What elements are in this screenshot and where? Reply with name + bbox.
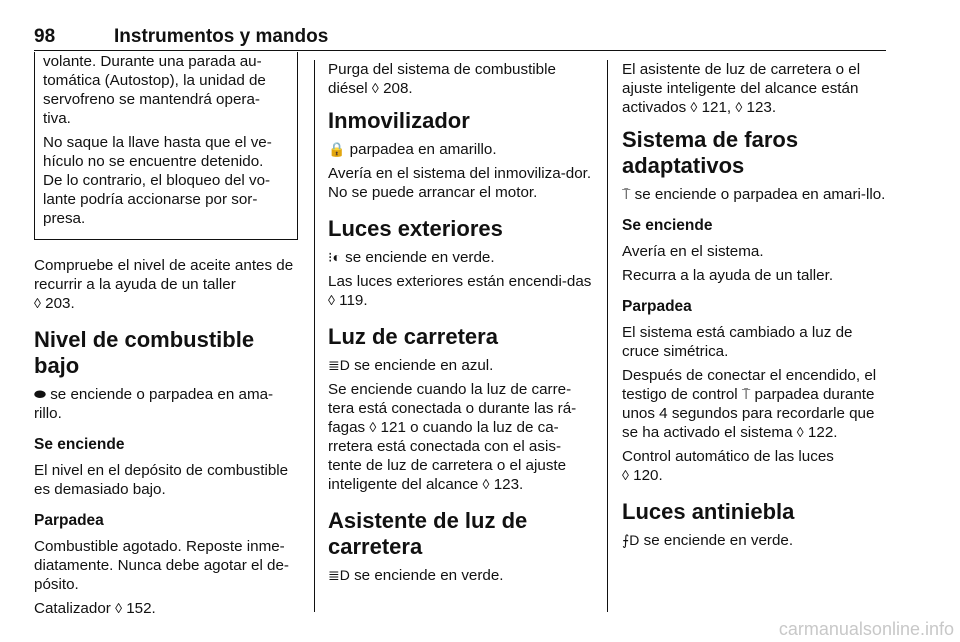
afl-on-paragraph-2: Recurra a la ayuda de un taller. bbox=[622, 267, 834, 284]
subheading-lights-on: Se enciende bbox=[622, 217, 713, 234]
page-title: Instrumentos y mandos bbox=[114, 26, 329, 47]
heading-immobilizer: Inmovilizador bbox=[328, 108, 470, 133]
page-ref-icon: ◊ bbox=[735, 99, 743, 115]
warning-note-box bbox=[34, 52, 298, 240]
catalyst-paragraph: Catalizador ◊ 152. bbox=[34, 600, 156, 617]
high-beam-assist-intro: ≣D se enciende en verde. bbox=[328, 567, 504, 584]
page-ref-icon: ◊ bbox=[371, 80, 379, 96]
column-1 bbox=[34, 53, 298, 623]
page-ref[interactable]: 121, bbox=[701, 99, 732, 116]
exterior-lights-icon: ⁝◐ bbox=[328, 249, 341, 265]
page-ref[interactable]: 122. bbox=[807, 424, 838, 441]
adaptive-light-icon: ⍑ bbox=[741, 386, 751, 402]
page-ref-icon: ◊ bbox=[115, 600, 122, 616]
auto-light-paragraph: Control automático de las luces ◊ 120. bbox=[622, 448, 834, 484]
exterior-lights-paragraph: Las luces exteriores están encendi-das ◊ 119. bbox=[328, 273, 592, 309]
heading-high-beam-assist: Asistente de luz de carretera bbox=[328, 508, 528, 559]
heading-exterior-lights: Luces exteriores bbox=[328, 216, 503, 241]
adaptive-light-icon: ⍑ bbox=[622, 186, 631, 202]
fuel-on-paragraph: El nivel en el depósito de combustible es demasiado bajo. bbox=[34, 462, 289, 498]
fog-light-icon: ⨍D bbox=[622, 532, 640, 548]
note-paragraph-1: volante. Durante una parada au-tomática (Autostop), la unidad de servofreno se mantendrá opera-tiva. bbox=[43, 53, 266, 127]
page-ref-icon: ◊ bbox=[690, 99, 698, 115]
watermark: carmanualsonline.info bbox=[778, 619, 954, 639]
high-beam-icon: ≣D bbox=[328, 357, 350, 373]
page-ref-icon: ◊ bbox=[369, 419, 377, 435]
fuel-purge-paragraph: Purga del sistema de combustible diésel ◊ 208. bbox=[328, 61, 556, 97]
fuel-warning-icon: ⬬ bbox=[34, 386, 46, 402]
page-ref-icon: ◊ bbox=[482, 476, 490, 492]
immobilizer-icon: 🔒 bbox=[328, 141, 346, 157]
assist-active-paragraph: El asistente de luz de carretera o el ajuste inteligente del alcance están activados ◊ 121, ◊ 123. bbox=[622, 61, 861, 116]
high-beam-paragraph: Se enciende cuando la luz de carre-tera está conectada o durante las rá-fagas ◊ 121 o cuando la luz de ca-rretera está conectada con el asis-tente de luz de carretera o el ajuste inteligente del alcance ◊ 123. bbox=[328, 381, 577, 493]
heading-fog-lights: Luces antiniebla bbox=[622, 499, 795, 524]
column-divider-1 bbox=[314, 60, 315, 612]
page-ref[interactable]: 121 bbox=[380, 419, 406, 436]
low-fuel-intro: ⬬ se enciende o parpadea en ama-rillo. bbox=[34, 386, 274, 422]
page-ref-icon: ◊ bbox=[796, 424, 804, 440]
heading-adaptive-headlights: Sistema de faros adaptativos bbox=[622, 127, 799, 178]
afl-blink-paragraph-2: Después de conectar el encendido, el testigo de control ⍑ parpadea durante unos 4 segundos para recordarle que se ha activado el sistema ◊ 122. bbox=[622, 367, 877, 441]
heading-low-fuel: Nivel de combustible bajo bbox=[34, 327, 255, 378]
immobilizer-intro: 🔒 parpadea en amarillo. bbox=[328, 141, 497, 158]
fuel-blink-paragraph: Combustible agotado. Reposte inme-diatamente. Nunca debe agotar el de-pósito. bbox=[34, 538, 289, 593]
oil-level-paragraph: Compruebe el nivel de aceite antes de recurrir a la ayuda de un taller ◊ 203. bbox=[34, 257, 294, 312]
page-ref-icon: ◊ bbox=[34, 295, 41, 311]
page-ref[interactable]: 208. bbox=[383, 80, 413, 97]
adaptive-headlights-intro: ⍑ se enciende o parpadea en amari-llo. bbox=[622, 186, 886, 203]
fog-lights-intro: ⨍D se enciende en verde. bbox=[622, 532, 794, 549]
high-beam-assist-icon: ≣D bbox=[328, 567, 350, 583]
column-2 bbox=[328, 60, 592, 590]
column-3 bbox=[622, 60, 886, 555]
page-ref[interactable]: 120. bbox=[633, 467, 663, 484]
immobilizer-paragraph: Avería en el sistema del inmoviliza-dor. No se puede arrancar el motor. bbox=[328, 165, 592, 201]
page-header bbox=[34, 24, 886, 51]
page-ref[interactable]: 123. bbox=[746, 99, 777, 116]
column-divider-2 bbox=[607, 60, 608, 612]
exterior-lights-intro: ⁝◐ se enciende en verde. bbox=[328, 249, 495, 266]
note-paragraph-2: No saque la llave hasta que el ve-hículo no se encuentre detenido. De lo contrario, el bloqueo del vo-lante podría accionarse por sor-presa. bbox=[43, 134, 272, 227]
page-number: 98 bbox=[34, 26, 56, 47]
afl-on-paragraph-1: Avería en el sistema. bbox=[622, 243, 764, 260]
subheading-blinks: Parpadea bbox=[622, 298, 692, 315]
heading-high-beam: Luz de carretera bbox=[328, 324, 498, 349]
page-ref[interactable]: 119. bbox=[339, 292, 368, 309]
afl-blink-paragraph-1: El sistema está cambiado a luz de cruce simétrica. bbox=[622, 324, 853, 360]
page-ref[interactable]: 123. bbox=[493, 476, 524, 493]
subheading-lights-on: Se enciende bbox=[34, 436, 125, 453]
page-ref[interactable]: 152. bbox=[126, 600, 156, 617]
high-beam-intro: ≣D se enciende en azul. bbox=[328, 357, 494, 374]
page-ref[interactable]: 203. bbox=[45, 295, 75, 312]
page-ref-icon: ◊ bbox=[328, 292, 335, 308]
page-ref-icon: ◊ bbox=[622, 467, 629, 483]
subheading-blinks: Parpadea bbox=[34, 512, 104, 529]
